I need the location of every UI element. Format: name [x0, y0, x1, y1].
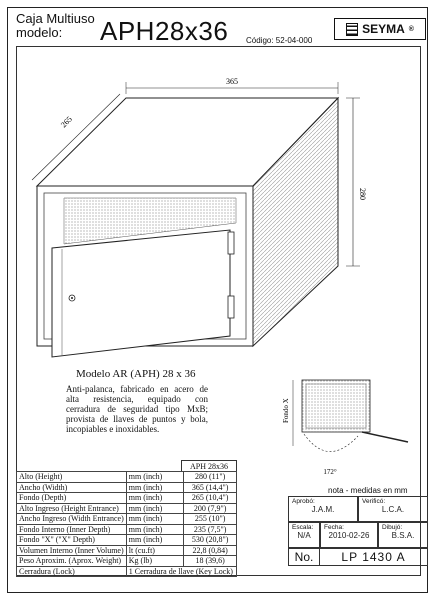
- spec-label: Fondo Interno (Inner Depth): [17, 524, 127, 535]
- spec-row: [17, 482, 237, 493]
- drawn-cell: [378, 522, 428, 548]
- spec-value: 200 (7,9"): [184, 503, 237, 514]
- scale-value: N/A: [297, 531, 311, 540]
- spec-column-header: APH 28x36: [181, 460, 237, 471]
- spec-value: 22,8 (0,84): [184, 545, 237, 556]
- spec-label: Volumen Interno (Inner Volume): [17, 545, 127, 556]
- product-description: Anti-palanca, fabricado en acero de alta resistencia, equipado con cerradura de seguridad tipo MxB; provista de llaves de puntos y bola, incopiables e inoxidables.: [66, 384, 208, 434]
- spec-unit: mm (inch): [126, 535, 184, 546]
- spec-label: Cerradura (Lock): [17, 566, 127, 577]
- drawing-number: [288, 548, 428, 566]
- dim-height-label: 280: [358, 188, 367, 200]
- checked-value: L.C.A.: [381, 505, 405, 514]
- plan-side-label: Fondo X: [282, 398, 290, 423]
- brand-name: SEYMA: [362, 22, 405, 36]
- spec-row: [17, 545, 237, 556]
- spec-unit: mm (inch): [126, 482, 184, 493]
- date-value: 2010-02-26: [328, 531, 370, 540]
- spec-label: Alto (Height): [17, 472, 127, 483]
- spec-unit: mm (inch): [126, 503, 184, 514]
- spec-value: 280 (11"): [184, 472, 237, 483]
- spec-unit: mm (inch): [126, 514, 184, 525]
- spec-value: 265 (10,4"): [184, 493, 237, 504]
- spec-row: [17, 566, 237, 577]
- product-code: Código: 52-04-000: [246, 36, 313, 45]
- spec-row: [17, 514, 237, 525]
- model-name: APH28x36: [100, 16, 229, 46]
- product-title: Modelo AR (APH) 28 x 36: [76, 368, 196, 380]
- drawing-sheet: [7, 7, 428, 593]
- dim-depth-label: 265: [59, 114, 74, 130]
- spec-row: [17, 556, 237, 567]
- spec-label: Ancho (Width): [17, 482, 127, 493]
- approval-block: [288, 496, 428, 548]
- number-value: LP 1430 A: [341, 550, 406, 564]
- spec-value: 255 (10"): [184, 514, 237, 525]
- spec-unit: mm (inch): [126, 524, 184, 535]
- spec-unit: lt (cu.ft): [126, 545, 184, 556]
- spec-unit: mm (inch): [126, 472, 184, 483]
- approved-label: Aprobó:: [292, 498, 315, 505]
- approved-value: J.A.M.: [311, 505, 335, 514]
- spec-row: [17, 524, 237, 535]
- approved-cell: [288, 496, 358, 522]
- units-note: nota - medidas en mm: [328, 486, 408, 495]
- checked-cell: [358, 496, 428, 522]
- date-cell: [320, 522, 378, 548]
- model-label: modelo:: [16, 25, 63, 40]
- spec-label: Alto Ingreso (Height Entrance): [17, 503, 127, 514]
- scale-label: Escala:: [292, 524, 314, 531]
- spec-label: Fondo "X" ("X" Depth): [17, 535, 127, 546]
- spec-row: [17, 503, 237, 514]
- date-label: Fecha:: [324, 524, 344, 531]
- spec-unit: Kg (lb): [126, 556, 184, 567]
- spec-label: Fondo (Depth): [17, 493, 127, 504]
- spec-unit: 1 Cerradura de llave (Key Lock): [126, 566, 236, 577]
- scale-cell: [288, 522, 320, 548]
- spec-row: [17, 472, 237, 483]
- spec-label: Peso Aproxim. (Aprox. Weight): [17, 556, 127, 567]
- spec-value: 530 (20,8"): [184, 535, 237, 546]
- drawn-value: B.S.A.: [391, 531, 415, 540]
- product-type: Caja Multiuso: [16, 11, 95, 26]
- drawn-label: Dibujó:: [382, 524, 403, 531]
- spec-row: [17, 493, 237, 504]
- registered-mark: ®: [408, 25, 414, 33]
- spec-value: 18 (39,6): [184, 556, 237, 567]
- spec-unit: mm (inch): [126, 493, 184, 504]
- plan-angle-label: 172°: [323, 468, 337, 476]
- spec-label: Ancho Ingreso (Width Entrance): [17, 514, 127, 525]
- dim-width-label: 365: [226, 77, 238, 86]
- number-label: No.: [289, 549, 320, 565]
- spec-value: 235 (7,5"): [184, 524, 237, 535]
- checked-label: Verificó:: [362, 498, 386, 505]
- spec-value: 365 (14,4"): [184, 482, 237, 493]
- spec-row: [17, 535, 237, 546]
